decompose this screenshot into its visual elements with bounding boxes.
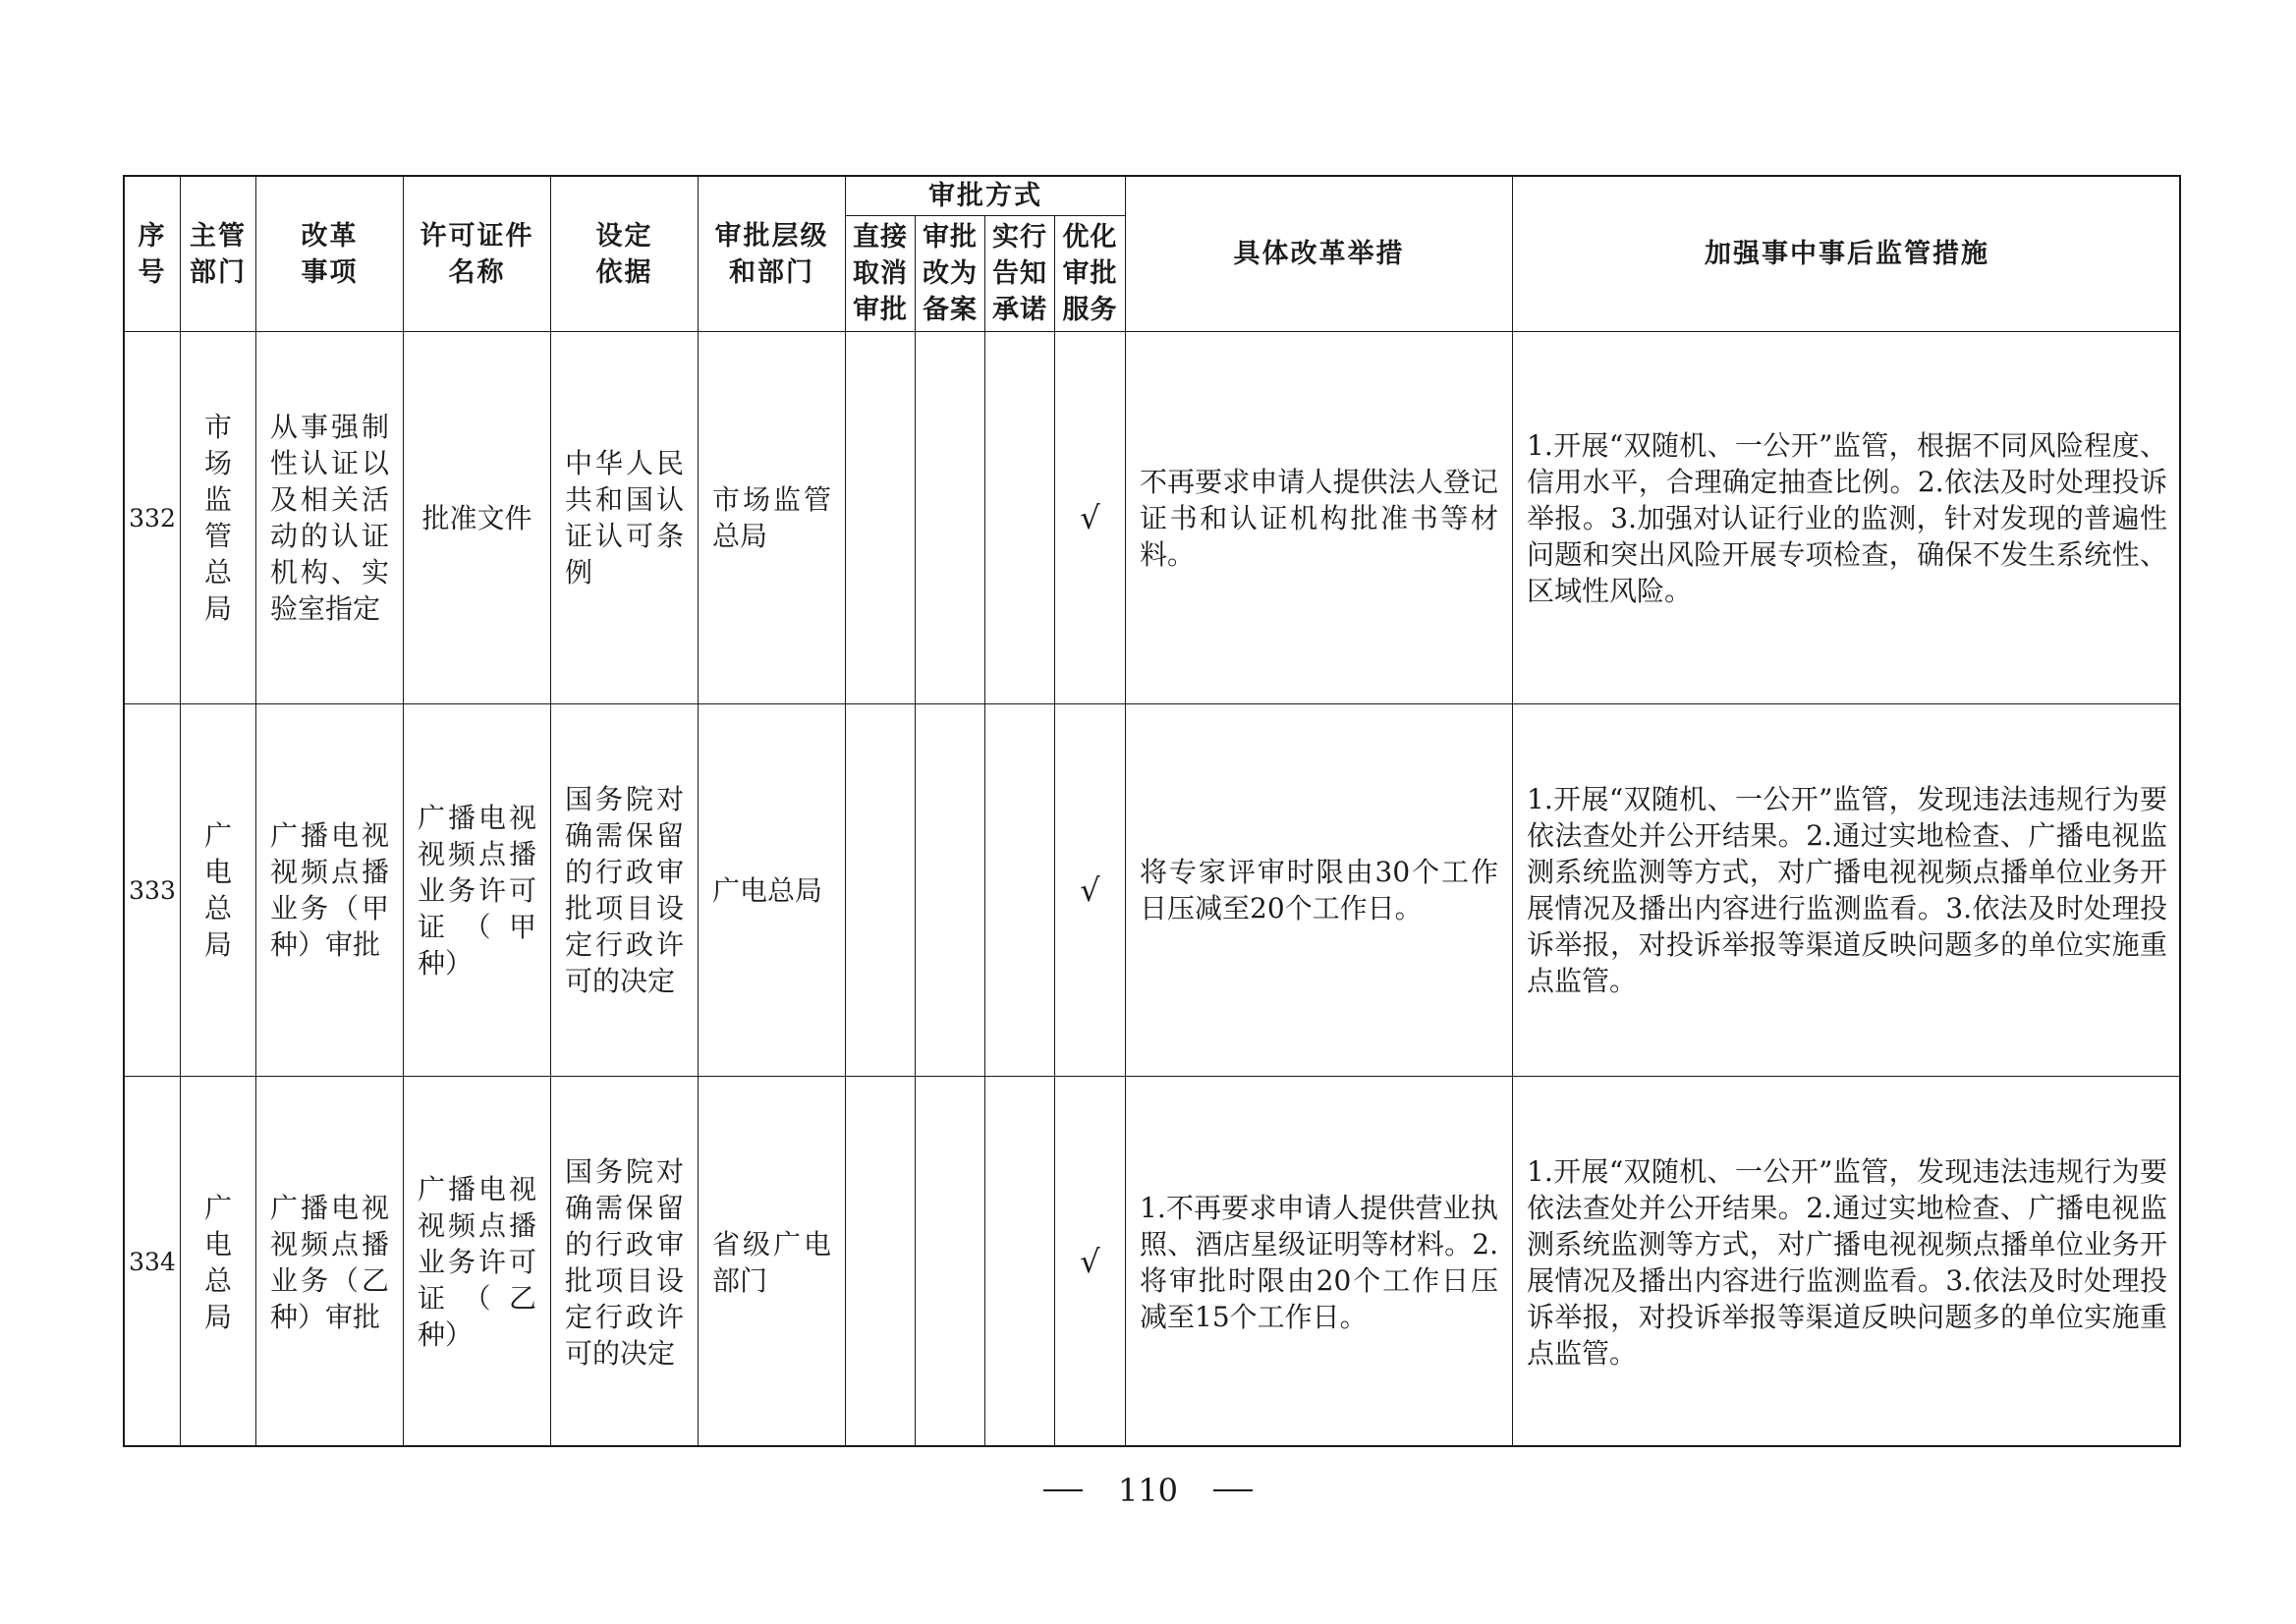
- page-number-value: 110: [1117, 1472, 1179, 1509]
- row-seq-value: 334: [129, 1248, 176, 1276]
- header-department: [181, 177, 256, 332]
- reform-table: [123, 175, 2181, 1447]
- row-department-value: 广电总局: [203, 1191, 232, 1333]
- checkmark: √: [1080, 1243, 1100, 1280]
- row-332-basis: [551, 332, 699, 704]
- row-332-mode-cancel: [846, 332, 916, 704]
- row-333-basis: [551, 704, 699, 1077]
- header-approval-level-label: 审批层级和部门: [714, 220, 829, 288]
- row-333-supervision: [1513, 704, 2181, 1077]
- row-approval-level-value: 省级广电部门: [712, 1227, 831, 1297]
- row-333-measures: [1126, 704, 1513, 1077]
- row-332-measures: [1126, 332, 1513, 704]
- header-mode-cancel-label: 直接取消审批: [853, 222, 908, 325]
- row-334-measures: [1126, 1077, 1513, 1447]
- header-mode-optimize-label: 优化审批服务: [1062, 222, 1118, 325]
- row-334-mode-notice: [985, 1077, 1055, 1447]
- header-mode-filing: [916, 216, 985, 332]
- row-license-name-value: 广播电视视频点播业务许可证（甲种）: [418, 801, 536, 980]
- checkmark: √: [1080, 870, 1100, 909]
- row-supervision-value: 1.开展“双随机、一公开”监管，发现违法违规行为要依法查处并公开结果。2.通过实地检查、广播电视监测系统监测等方式，对广播电视视频点播单位业务开展情况及播出内容进行监测监看。3.依法及时处理投诉举报，对投诉举报等渠道反映问题多的单位实施重点监管。: [1527, 783, 2167, 997]
- header-item: [256, 177, 404, 332]
- row-approval-level-value: 市场监管总局: [712, 483, 831, 552]
- row-basis-value: 国务院对确需保留的行政审批项目设定行政许可的决定: [565, 1154, 684, 1370]
- row-333-department: [181, 704, 256, 1077]
- header-license-name: [404, 177, 551, 332]
- header-approval-level: [699, 177, 846, 332]
- row-332-item: [256, 332, 404, 704]
- row-department-value: 广电总局: [203, 819, 232, 961]
- row-334-item: [256, 1077, 404, 1447]
- header-item-label: 改革事项: [301, 220, 359, 288]
- page-number-dash-left: [1043, 1489, 1083, 1491]
- row-332-license-name: [404, 332, 551, 704]
- row-334-approval-level: [699, 1077, 846, 1447]
- page-number: [0, 1466, 2296, 1515]
- row-334-department: [181, 1077, 256, 1447]
- row-measures-value: 不再要求申请人提供法人登记证书和认证机构批准书等材料。: [1140, 465, 1498, 571]
- row-334-license-name: [404, 1077, 551, 1447]
- row-measures-value: 1.不再要求申请人提供营业执照、酒店星级证明等材料。2.将审批时限由20个工作日压减至15个工作日。: [1140, 1191, 1498, 1333]
- row-item-value: 从事强制性认证以及相关活动的认证机构、实验室指定: [270, 411, 389, 625]
- header-seq-label: 序号: [138, 220, 167, 288]
- row-334-mode-filing: [916, 1077, 985, 1447]
- row-333-approval-level: [699, 704, 846, 1077]
- row-332-department: [181, 332, 256, 704]
- header-mode-notice-label: 实行告知承诺: [992, 222, 1047, 325]
- row-332-mode-notice: [985, 332, 1055, 704]
- page-number-dash-right: [1213, 1489, 1253, 1491]
- row-334-mode-optimize: [1055, 1077, 1126, 1447]
- row-332-mode-filing: [916, 332, 985, 704]
- row-332-supervision: [1513, 332, 2181, 704]
- row-basis-value: 中华人民共和国认证认可条例: [565, 447, 684, 588]
- row-333-item: [256, 704, 404, 1077]
- row-334-basis: [551, 1077, 699, 1447]
- header-basis: [551, 177, 699, 332]
- header-license-name-label: 许可证件名称: [420, 220, 534, 288]
- row-333-mode-optimize: [1055, 704, 1126, 1077]
- row-333-license-name: [404, 704, 551, 1077]
- row-basis-value: 国务院对确需保留的行政审批项目设定行政许可的决定: [565, 783, 684, 997]
- row-approval-level-value: 广电总局: [712, 873, 823, 907]
- header-basis-label: 设定依据: [595, 220, 653, 288]
- row-supervision-value: 1.开展“双随机、一公开”监管，根据不同风险程度、信用水平，合理确定抽查比例。2.依法及时处理投诉举报。3.加强对认证行业的监测，针对发现的普遍性问题和突出风险开展专项检查，确保不发生系统性、区域性风险。: [1527, 428, 2167, 607]
- row-supervision-value: 1.开展“双随机、一公开”监管，发现违法违规行为要依法查处并公开结果。2.通过实地检查、广播电视监测系统监测等方式，对广播电视视频点播单位业务开展情况及播出内容进行监测监看。3.依法及时处理投诉举报，对投诉举报等渠道反映问题多的单位实施重点监管。: [1527, 1154, 2167, 1370]
- header-mode-notice: [985, 216, 1055, 332]
- row-333-mode-cancel: [846, 704, 916, 1077]
- row-license-name-value: 批准文件: [421, 501, 532, 534]
- row-seq-value: 332: [129, 503, 176, 532]
- row-334-mode-cancel: [846, 1077, 916, 1447]
- header-approval-mode: [846, 177, 1126, 216]
- header-approval-mode-label: 审批方式: [928, 181, 1042, 211]
- header-supervision: [1513, 177, 2181, 332]
- header-measures-label: 具体改革举措: [1233, 239, 1405, 269]
- checkmark: √: [1080, 498, 1100, 536]
- row-332-approval-level: [699, 332, 846, 704]
- header-mode-cancel: [846, 216, 916, 332]
- header-supervision-label: 加强事中事后监管措施: [1705, 239, 1989, 269]
- row-measures-value: 将专家评审时限由30个工作日压减至20个工作日。: [1140, 856, 1498, 924]
- row-item-value: 广播电视视频点播业务（乙种）审批: [270, 1191, 389, 1333]
- row-332-seq: [125, 332, 181, 704]
- row-333-seq: [125, 704, 181, 1077]
- row-license-name-value: 广播电视视频点播业务许可证（乙种）: [418, 1173, 536, 1351]
- header-department-label: 主管部门: [190, 220, 247, 288]
- header-seq: [125, 177, 181, 332]
- row-334-supervision: [1513, 1077, 2181, 1447]
- header-measures: [1126, 177, 1513, 332]
- row-333-mode-filing: [916, 704, 985, 1077]
- header-mode-filing-label: 审批改为备案: [923, 222, 978, 325]
- row-334-seq: [125, 1077, 181, 1447]
- row-seq-value: 333: [129, 875, 176, 905]
- row-department-value: 市场监管总局: [203, 411, 232, 625]
- header-mode-optimize: [1055, 216, 1126, 332]
- row-332-mode-optimize: [1055, 332, 1126, 704]
- row-item-value: 广播电视视频点播业务（甲种）审批: [270, 819, 389, 961]
- row-333-mode-notice: [985, 704, 1055, 1077]
